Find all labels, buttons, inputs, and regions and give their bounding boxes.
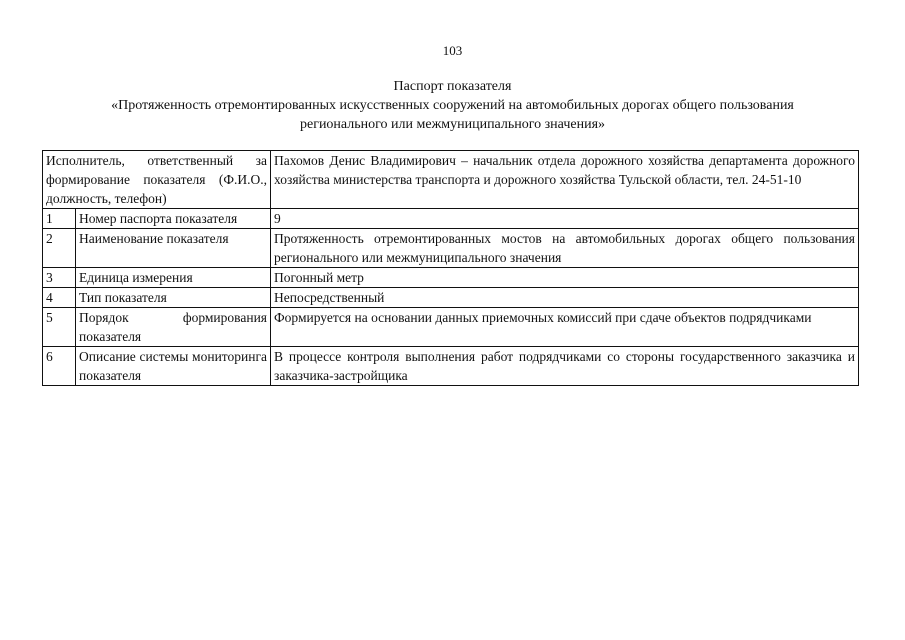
table-row <box>43 229 859 268</box>
row-number: 6 <box>43 347 76 386</box>
row-value: Непосредственный <box>271 288 859 308</box>
row-number: 3 <box>43 268 76 288</box>
row-label: Описание системы мониторинга показателя <box>76 347 271 386</box>
table-row <box>43 209 859 229</box>
table-row-executor <box>43 151 859 209</box>
page-number: 103 <box>442 43 463 58</box>
document-subtitle-line-2: регионального или межмуниципального значения» <box>299 117 606 132</box>
indicator-passport-table <box>42 150 859 386</box>
document-heading <box>40 77 865 134</box>
row-label: Порядок формирования показателя <box>76 308 271 347</box>
row-number: 1 <box>43 209 76 229</box>
row-value: 9 <box>271 209 859 229</box>
document-subtitle-line-1: «Протяженность отремонтированных искусственных сооружений на автомобильных дорогах общего пользования <box>111 98 794 113</box>
row-number: 5 <box>43 308 76 347</box>
table-row <box>43 308 859 347</box>
row-label: Наименование показателя <box>76 229 271 268</box>
row-label: Единица измерения <box>76 268 271 288</box>
document-title: Паспорт показателя <box>393 79 512 94</box>
row-number: 4 <box>43 288 76 308</box>
row-value: В процессе контроля выполнения работ подрядчиками со стороны государственного заказчика и заказчика-застройщика <box>271 347 859 386</box>
row-value: Формируется на основании данных приемочных комиссий при сдаче объектов подрядчиками <box>271 308 859 347</box>
row-value: Погонный метр <box>271 268 859 288</box>
row-number: 2 <box>43 229 76 268</box>
executor-value: Пахомов Денис Владимирович – начальник отдела дорожного хозяйства департамента дорожного хозяйства министерства транспорта и дорожного хозяйства Тульской области, тел. 24-51-10 <box>271 151 859 209</box>
row-label: Тип показателя <box>76 288 271 308</box>
table-row <box>43 288 859 308</box>
row-value: Протяженность отремонтированных мостов на автомобильных дорогах общего пользования регионального или межмуниципального значения <box>271 229 859 268</box>
row-label: Номер паспорта показателя <box>76 209 271 229</box>
table-row <box>43 268 859 288</box>
executor-label: Исполнитель, ответственный за формирование показателя (Ф.И.О., должность, телефон) <box>43 151 271 209</box>
table-row <box>43 347 859 386</box>
